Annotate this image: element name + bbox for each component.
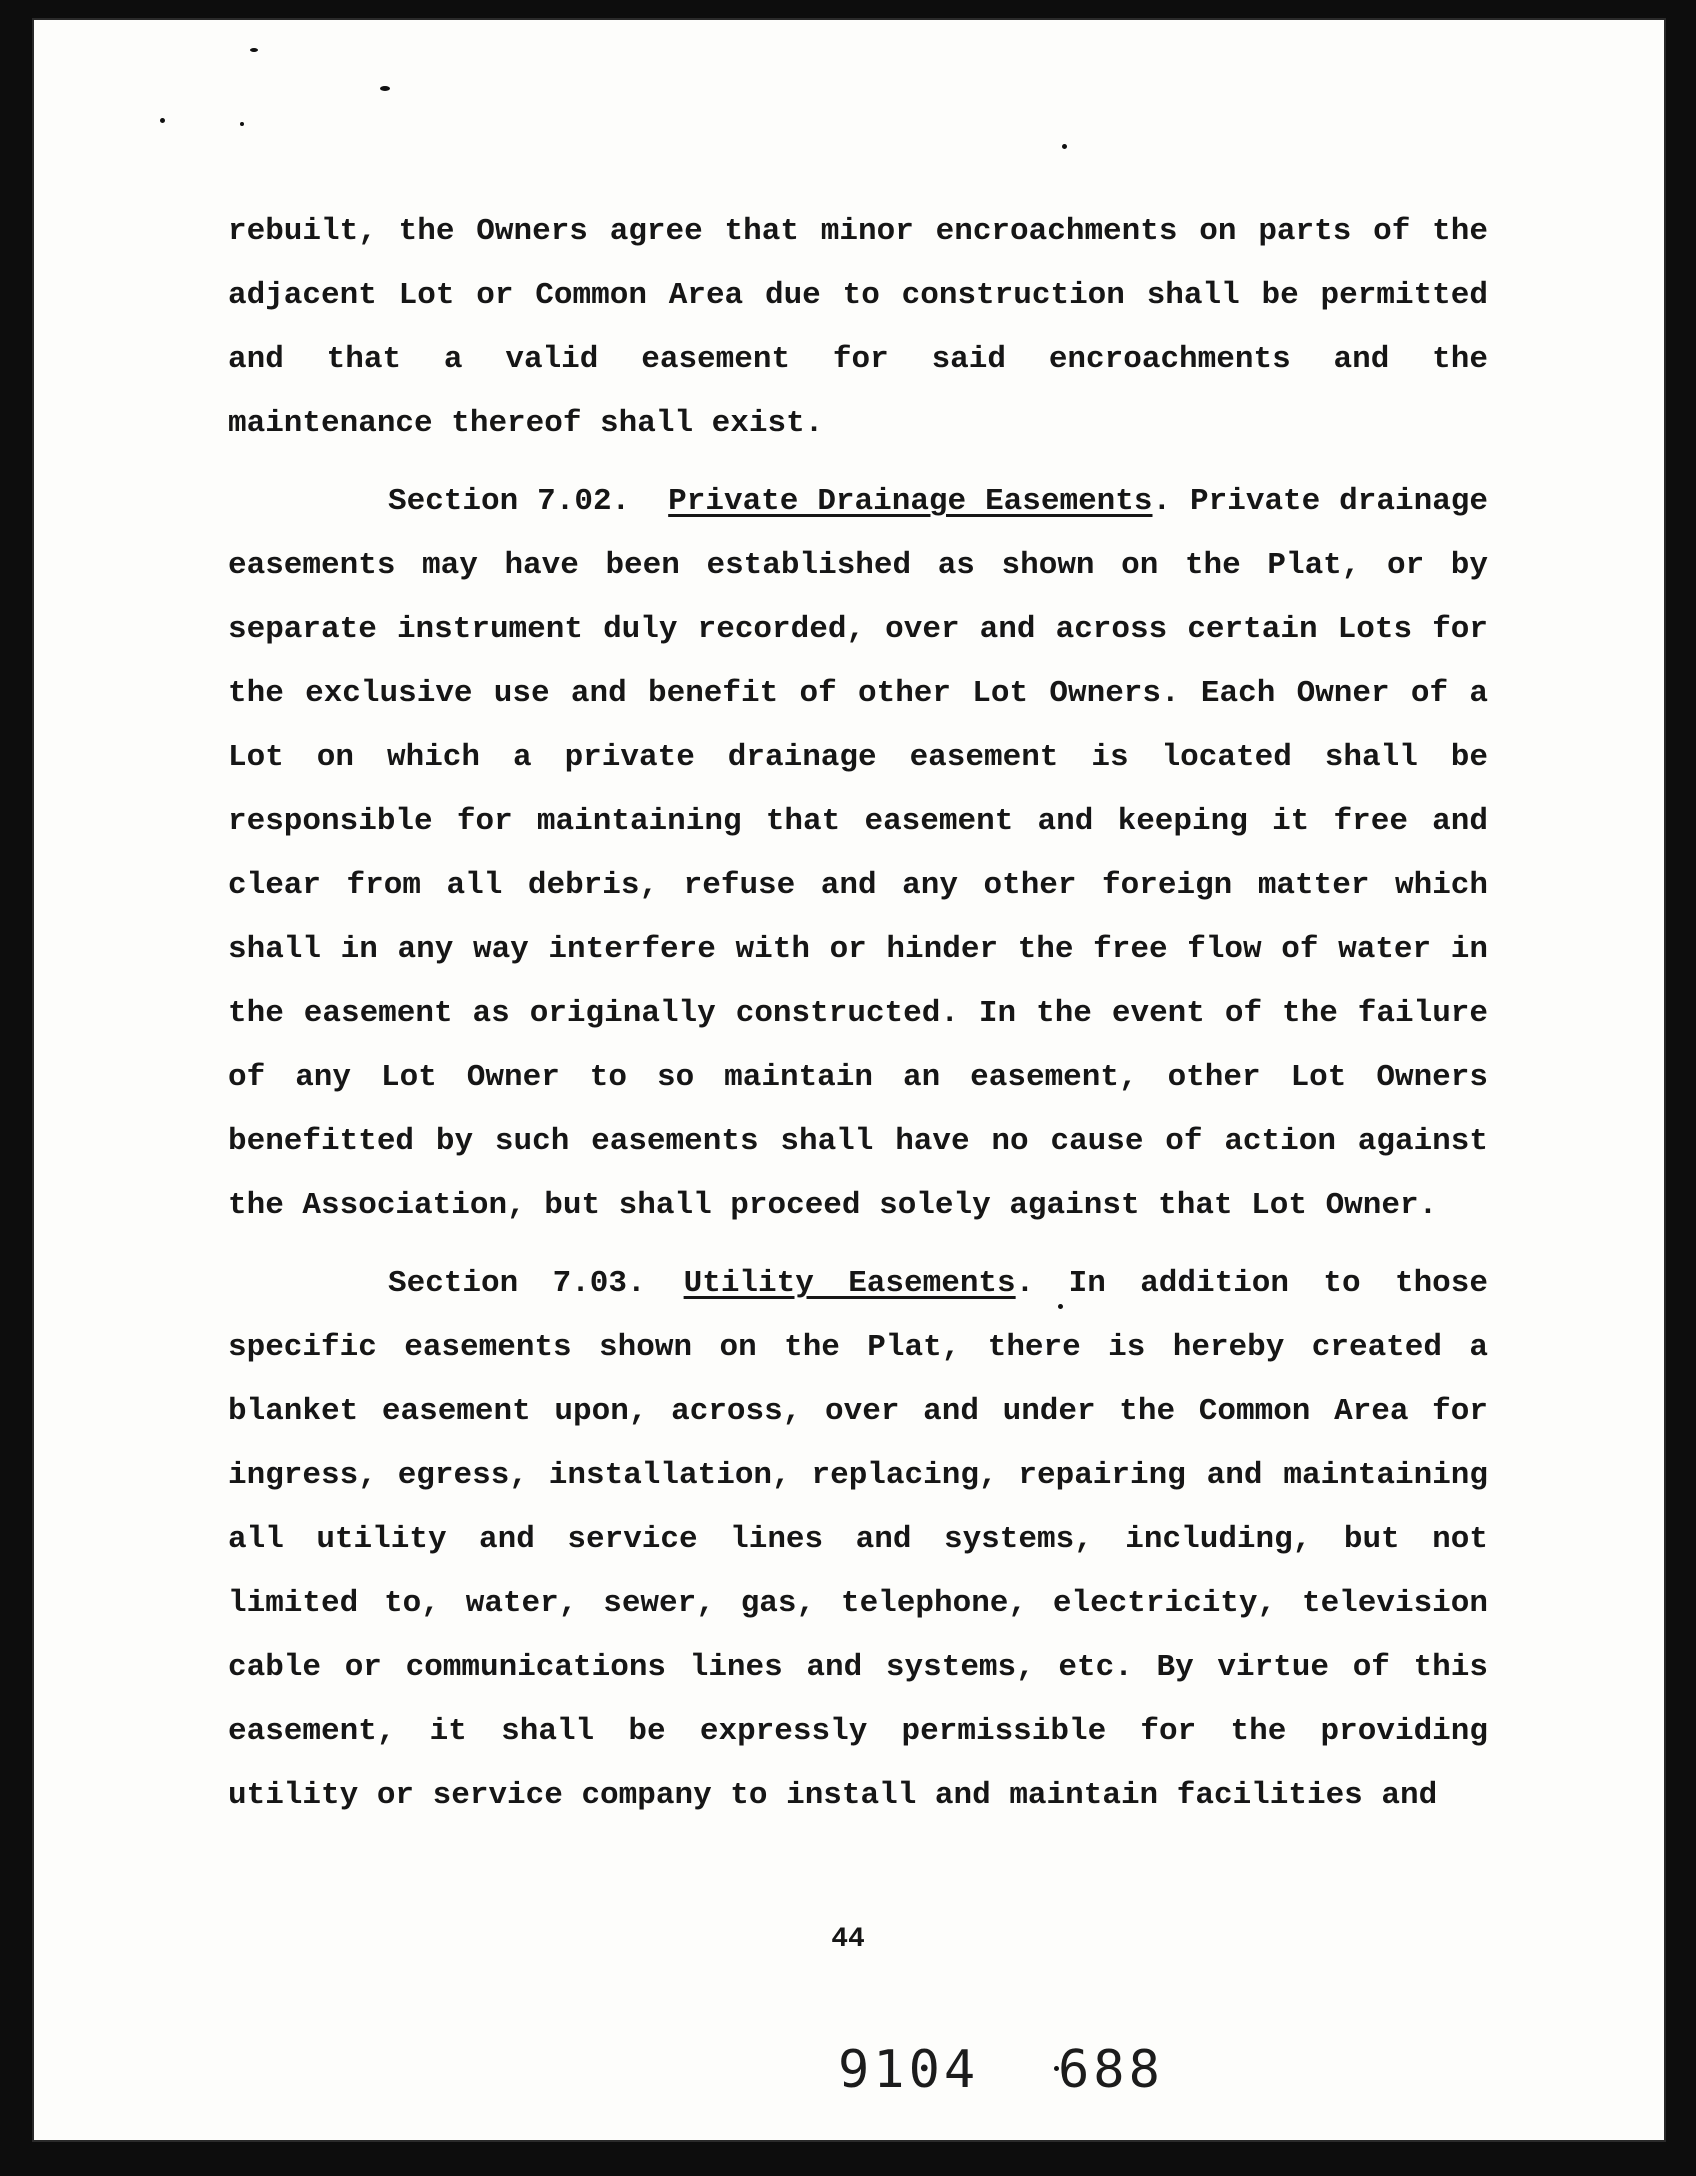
scan-speck <box>160 118 165 123</box>
section-7-03-title: Utility Easements <box>683 1266 1016 1301</box>
section-7-03-body: . In addition to those specific easements shown on the Plat, there is hereby created a blanket easement upon, across, over and under the Common Area for ingress, egress, installation, replacing, repairing and maintaining all utility and service lines and systems, including, but not limited to, water, sewer, gas, telephone, electricity, television cable or communications lines and systems, etc. By virtue of this easement, it shall be expressly permissible for the providing utility or service company to install and maintain facilities and <box>228 1266 1488 1813</box>
document-body <box>228 200 1488 1842</box>
paragraph-section-7-03 <box>228 1252 1488 1828</box>
section-7-02-body: . Private drainage easements may have been established as shown on the Plat, or by separate instrument duly recorded, over and across certain Lots for the exclusive use and benefit of other Lot Owners. Each Owner of a Lot on which a private drainage easement is located shall be responsible for maintaining that easement and keeping it free and clear from all debris, refuse and any other foreign matter which shall in any way interfere with or hinder the free flow of water in the easement as originally constructed. In the event of the failure of any Lot Owner to so maintain an easement, other Lot Owners benefitted by such easements shall have no cause of action against the Association, but shall proceed solely against that Lot Owner. <box>228 484 1488 1223</box>
scan-speck <box>250 48 258 52</box>
page-number: 44 <box>831 1924 865 1955</box>
paragraph-section-7-02 <box>228 470 1488 1238</box>
scan-speck <box>380 86 390 91</box>
paragraph-encroachments: rebuilt, the Owners agree that minor encroachments on parts of the adjacent Lot or Common Area due to construction shall be permitted and that a valid easement for said encroachments and the maintenance thereof shall exist. <box>228 214 1488 441</box>
scan-speck <box>1062 144 1067 149</box>
section-7-02-title: Private Drainage Easements <box>668 484 1153 519</box>
section-7-02-heading: Section 7.02. <box>388 484 631 519</box>
record-page-number: 688 <box>1058 2040 1164 2100</box>
record-book-number: 9104 <box>838 2040 980 2100</box>
scan-speck <box>240 122 244 126</box>
section-7-03-heading: Section 7.03. <box>388 1266 646 1301</box>
